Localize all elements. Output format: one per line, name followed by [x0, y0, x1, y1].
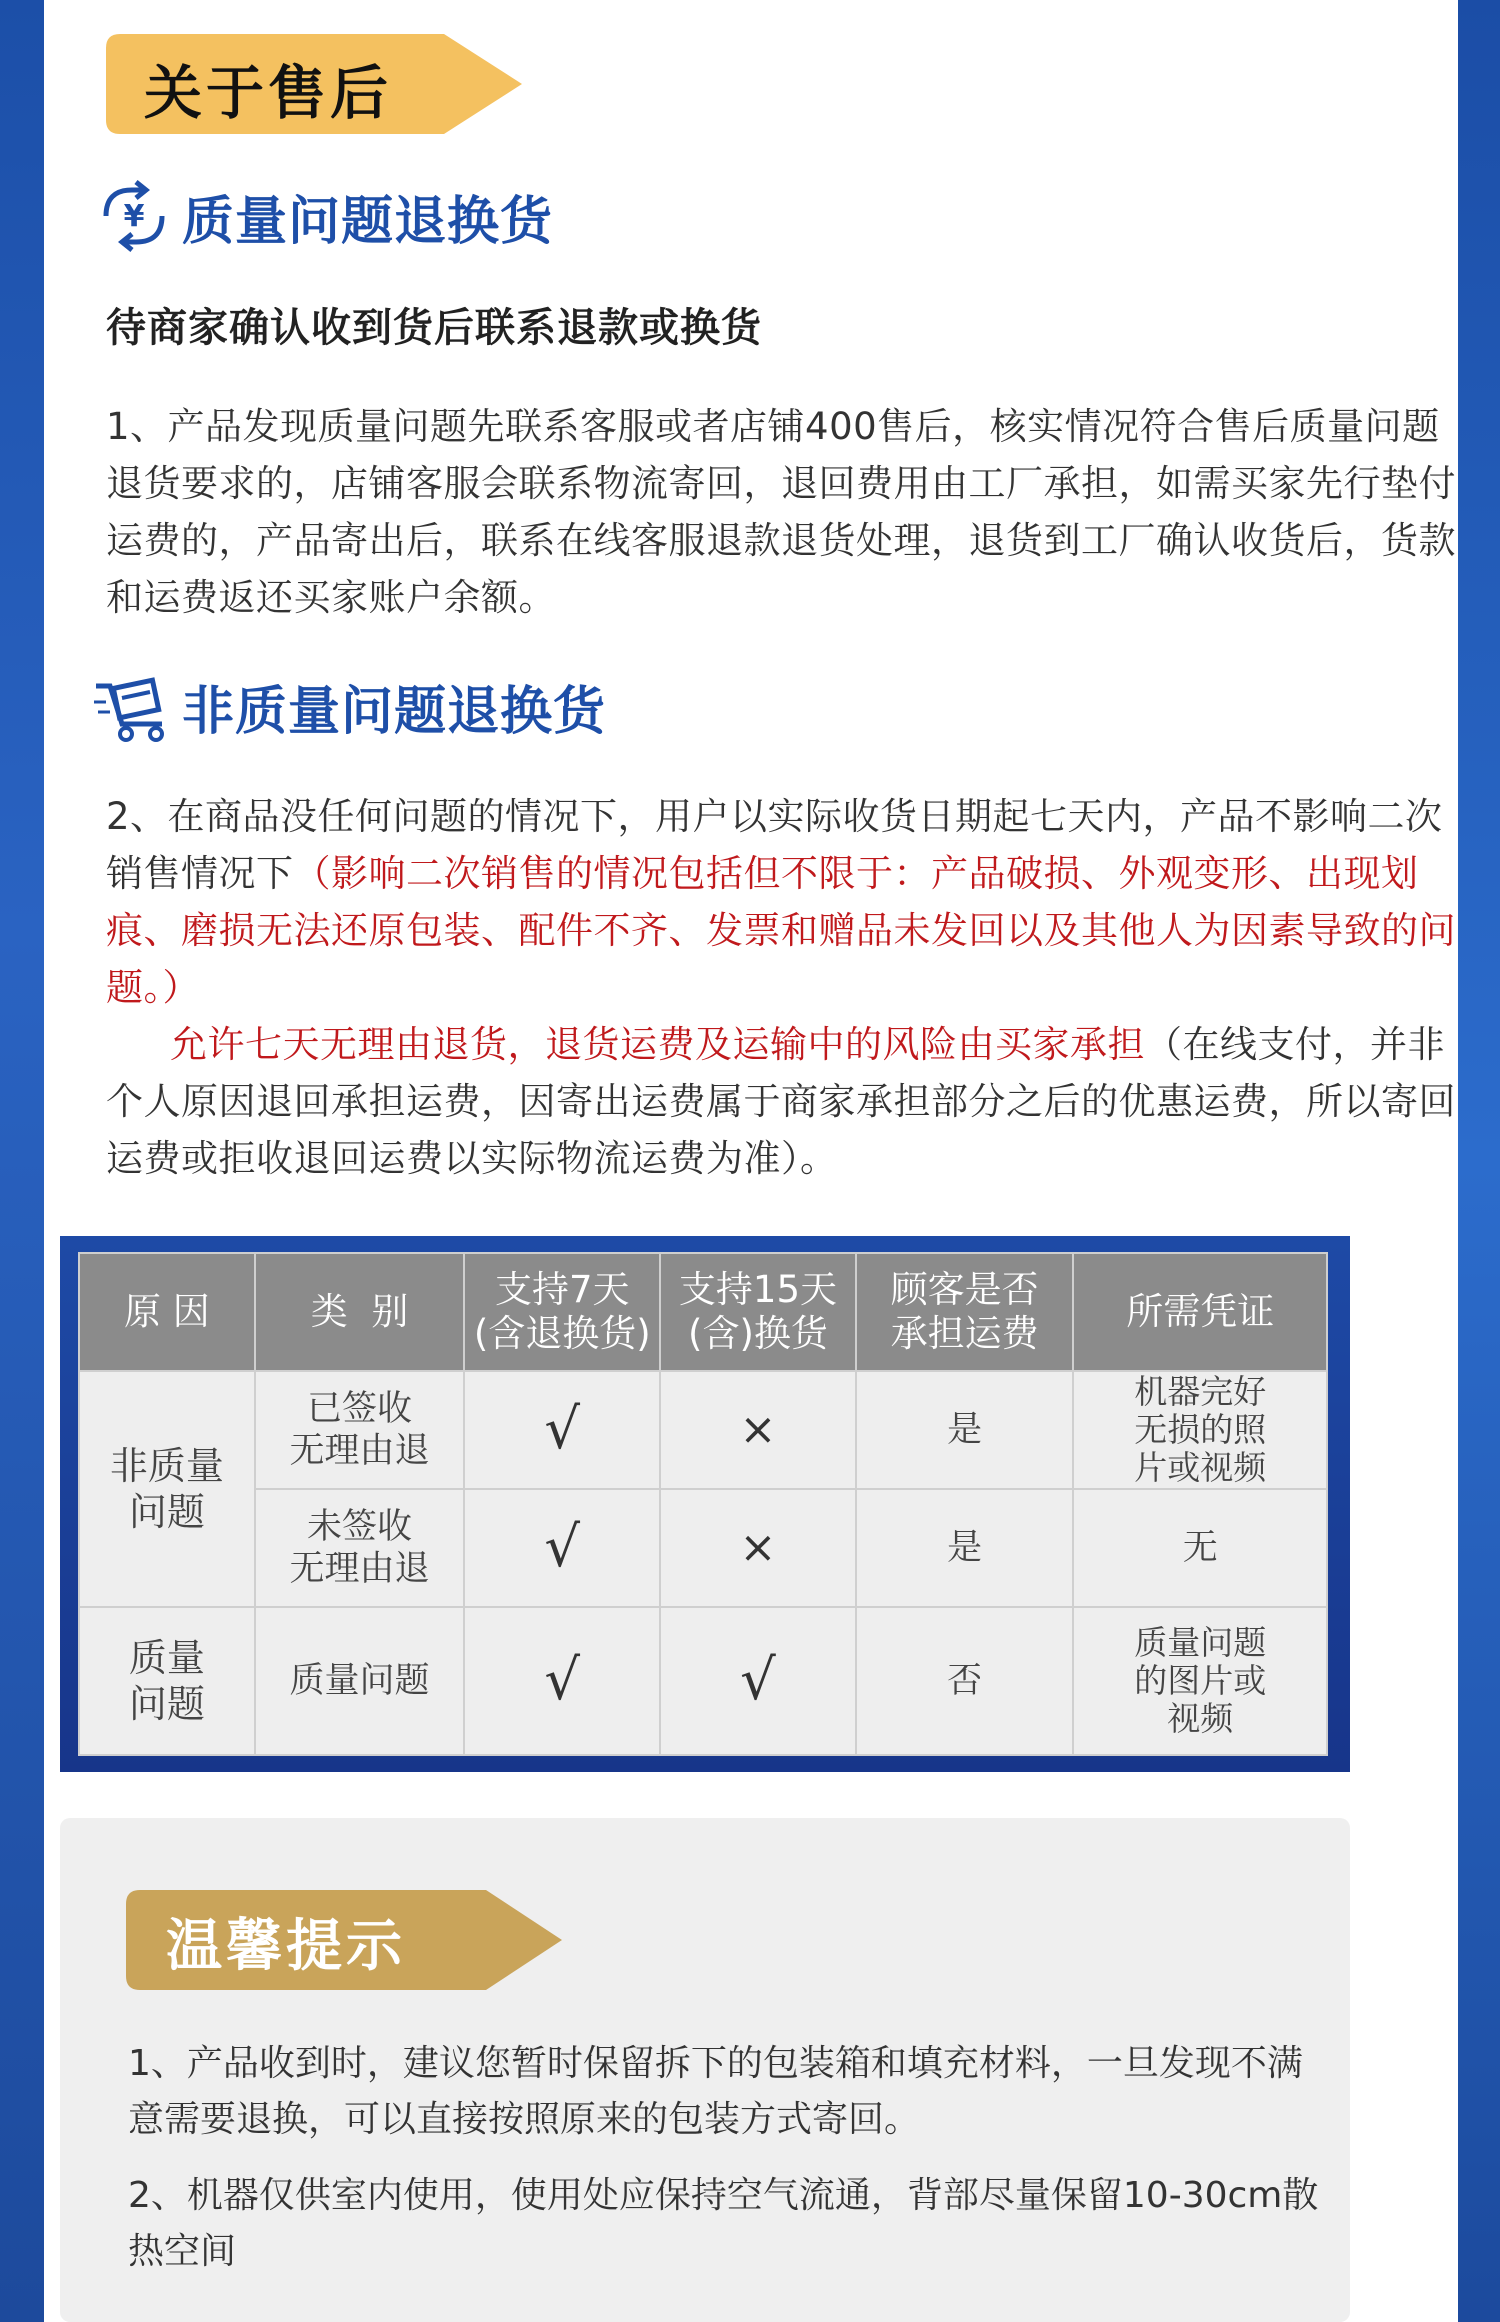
cross-mark: ×: [660, 1489, 856, 1607]
check-mark: √: [464, 1607, 660, 1755]
check-mark: √: [464, 1489, 660, 1607]
tip-item: 1、产品收到时，建议您暂时保留拆下的包装箱和填充材料，一旦发现不满意需要退换，可以直接按照原来的包装方式寄回。: [128, 2043, 1303, 2140]
svg-text:¥: ¥: [123, 199, 145, 234]
table-row: [79, 1607, 1327, 1755]
section2-paragraph-b: [106, 1016, 1466, 1187]
section2-text-b: （在线支付，并非个人原因退回承担运费，因寄出运费属于商家承担部分之后的优惠运费，所以寄回运费或拒收退回运费以实际物流运费为准）。: [106, 1023, 1456, 1180]
table-header-row: [79, 1253, 1327, 1371]
category-cell: 未签收 无理由退: [255, 1489, 465, 1607]
cross-mark: ×: [660, 1371, 856, 1489]
section1-subtitle: 待商家确认收到货后联系退款或换货: [106, 305, 762, 351]
freight-cell: 否: [856, 1607, 1074, 1755]
tips-banner: [124, 1888, 564, 1992]
proof-cell: 无: [1073, 1489, 1327, 1607]
section2-red-text-a: （影响二次销售的情况包括但不限于：产品破损、外观变形、出现划痕、磨损无法还原包装、配件不齐、发票和赠品未发回以及其他人为因素导致的问题。）: [106, 852, 1456, 1009]
background-left-stripe: [0, 0, 44, 2322]
check-mark: √: [464, 1371, 660, 1489]
section1-header: [92, 178, 553, 254]
tips-title: 温馨提示: [166, 1914, 406, 1979]
check-mark: √: [660, 1607, 856, 1755]
section2-title: 非质量问题退换货: [182, 681, 607, 742]
header-freight: 顾客是否 承担运费: [856, 1253, 1074, 1371]
banner-title: 关于售后: [144, 59, 393, 127]
header-7days: 支持7天 (含退换货): [464, 1253, 660, 1371]
freight-cell: 是: [856, 1489, 1074, 1607]
section2-paragraph-a: [106, 788, 1466, 1016]
category-cell: 质量问题: [255, 1607, 465, 1755]
section1-paragraph: 1、产品发现质量问题先联系客服或者店铺400售后，核实情况符合售后质量问题退货要求的，店铺客服会联系物流寄回，退回费用由工厂承担，如需买家先行垫付运费的，产品寄出后，联系在线客服退款退货处理，退货到工厂确认收货后，货款和运费返还买家账户余额。: [106, 405, 1456, 619]
proof-cell: 机器完好 无损的照 片或视频: [1073, 1371, 1327, 1489]
after-sales-banner: [104, 32, 524, 136]
header-15days: 支持15天 (含)换货: [660, 1253, 856, 1371]
reason-cell: 质量 问题: [79, 1607, 255, 1755]
freight-cell: 是: [856, 1371, 1074, 1489]
section2-header: [92, 668, 606, 744]
section2-text-a: 2、在商品没任何问题的情况下，用户以实际收货日期起七天内，产品不影响二次销售情况下: [106, 795, 1443, 895]
header-proof: 所需凭证: [1073, 1253, 1327, 1371]
delivery-cart-icon: [92, 668, 176, 744]
category-cell: 已签收 无理由退: [255, 1371, 465, 1489]
section2-red-text-b: 允许七天无理由退货，退货运费及运输中的风险由买家承担: [170, 1023, 1145, 1066]
proof-cell: 质量问题 的图片或 视频: [1073, 1607, 1327, 1755]
header-reason: 原 因: [79, 1253, 255, 1371]
reason-cell: 非质量 问题: [79, 1371, 255, 1607]
table-row: [79, 1371, 1327, 1489]
header-category: 类 别: [255, 1253, 465, 1371]
tip-item: 2、机器仅供室内使用，使用处应保持空气流通，背部尽量保留10-30cm散热空间: [128, 2175, 1319, 2272]
yuan-exchange-icon: [92, 178, 176, 254]
section1-title: 质量问题退换货: [182, 191, 554, 252]
table-row: [79, 1489, 1327, 1607]
return-policy-table: [78, 1252, 1328, 1756]
